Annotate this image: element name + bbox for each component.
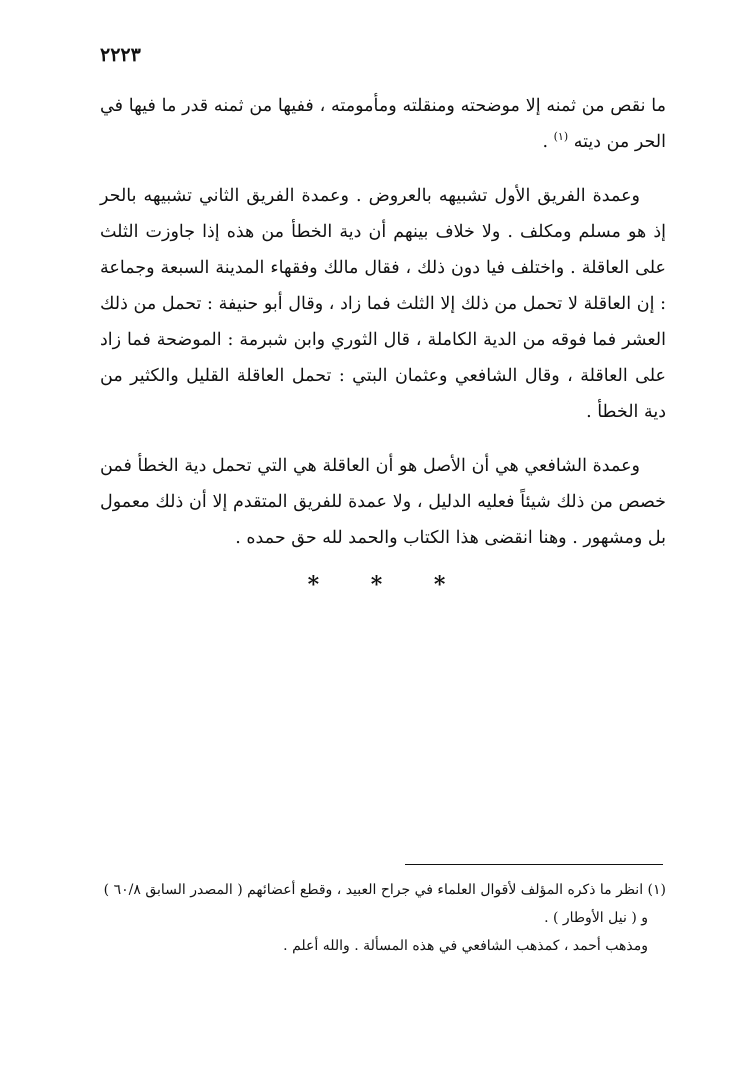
paragraph-3 <box>100 448 666 556</box>
page-number: ٢٢٢٣ <box>100 44 141 66</box>
paragraph-tail: . <box>542 132 554 152</box>
section-separator: * * * <box>307 572 468 598</box>
paragraph-line: ما نقص من ثمنه إلا موضحته ومنقلته ومأمومته ، ففيها من ثمنه قدر ما فيها <box>128 96 666 116</box>
footnote-line: (١) انظر ما ذكره المؤلف لأقوال العلماء في جراح العبيد ، وقطع أعضائهم ( المصدر السابق ٦٠/٨ ) <box>103 882 666 898</box>
footnote-line: ومذهب أحمد ، كمذهب الشافعي في هذه المسألة . والله أعلم . <box>283 938 648 954</box>
footnote-reference: (١) <box>553 130 569 144</box>
paragraph-line: في الحر من ديته <box>100 96 666 152</box>
paragraph-line: شبرمة : الموضحة فما زاد على العاقلة ، وقال الشافعي وعثمان البتي : تحمل <box>100 330 666 386</box>
main-text <box>100 88 666 556</box>
paragraph-2 <box>100 178 666 430</box>
paragraph-1 <box>100 88 666 160</box>
paragraph-line: ذلك معمول بل ومشهور . وهنا انقضى هذا الكتاب والحمد لله حق حمده . <box>100 492 666 548</box>
footnote-line: و ( نيل الأوطار ) . <box>544 910 648 926</box>
paragraph-line: وعمدة الشافعي هي أن الأصل هو أن العاقلة هي التي تحمل دية الخطأ <box>137 456 640 476</box>
paragraph-line: إذ هو مسلم ومكلف . ولا خلاف بينهم أن دية الخطأ من هذه إذا جاوزت <box>145 222 666 242</box>
paragraph-line: الثلث على العاقلة . واختلف فيا دون ذلك ، فقال مالك وفقهاء المدينة <box>100 222 666 278</box>
paragraph-line: حنيفة : تحمل من ذلك العشر فما فوقه من الدية الكاملة ، قال الثوري وابن <box>100 294 666 350</box>
footnotes <box>100 876 666 960</box>
paragraph-line: فمن خصص من ذلك شيئاً فعليه الدليل ، ولا عمدة للفريق المتقدم إلا أن <box>100 456 666 512</box>
paragraph-line: العاقلة القليل والكثير من دية الخطأ . <box>100 366 666 422</box>
footnote-divider <box>405 864 663 865</box>
paragraph-line: السبعة وجماعة : إن العاقلة لا تحمل من ذلك إلا الثلث فما زاد ، وقال أبو <box>100 258 666 314</box>
paragraph-line: وعمدة الفريق الأول تشبيهه بالعروض . وعمدة الفريق الثاني تشبيهه بالحر <box>100 186 640 206</box>
